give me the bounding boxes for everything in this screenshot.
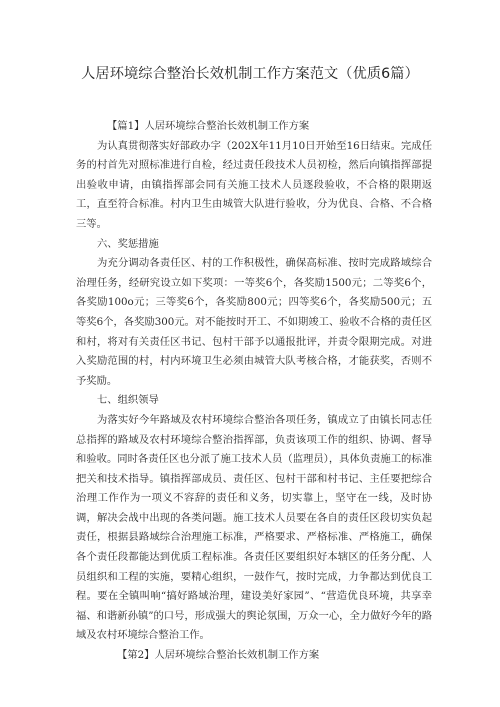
paragraph-leadership: 为落实好今年路域及农村环境综合整治各项任务，镇成立了由镇长同志任总指挥的路域及农村环境综合整治指挥部，负责该项工作的组织、协调、督导和验收。同时各责任区也分派了施工技术人员（监理员），具体负责施工的标准把关和技术指导。镇指挥部成员、责任区、包村干部和村书记、主任要把综合治理工作作为一项义不容辞的责任和义务，切实靠上，坚守在一线，及时协调，解决会战中出现的各类问题。施工技术人员要在各自的责任区段切实负起责任，根据县路域综合治理施工标准，严格要求、严格标准、严格施工，确保各个责任段都能达到优质工程标准。各责任区要组织好本辖区的任务分配、人员组织和工程的实施，要精心组织，一鼓作气，按时完成，力争都达到优良工程。要在全镇叫响“搞好路域治理，建设美好家园”、“营造优良环境，共享幸福、和谐新孙镇”的口号，形成强大的舆论氛围，万众一心，全力做好今年的路域及农村环境综合整治工作。 — [76, 413, 432, 642]
paragraph-rewards: 为充分调动各责任区、村的工作积极性，确保高标准、按时完成路域综合治理任务，经研究设立如下奖项：一等奖6个，各奖励1500元；二等奖6个，各奖励100o元；三等奖6个，各奖励800元；四等奖6个，各奖励500元；五等奖6个，各奖励300元。对不能按时开工、不如期竣工、验收不合格的责任区和村，将对有关责任区书记、包村干部予以通报批评，并责令限期完成。对进入奖励范围的村，村内环境卫生必须由城管大队考核合格，才能获奖，否则不予奖励。 — [76, 257, 432, 387]
document-title: 人居环境综合整治长效机制工作方案范文（优质6篇） — [81, 66, 419, 82]
document-body — [76, 117, 432, 666]
paragraph-schedule: 为认真贯彻落实好部政办字（202X年11月10日开始至16日结束。完成任务的村首先对照标准进行自检，经过责任段技术人员初检，然后向镇指挥部提出验收申请，由镇指挥部会同有关施工技术人员逐段验收，不合格的限期返工，直至符合标准。村内卫生由城管大队进行验收，分为优良、合格、不合格三等。 — [76, 139, 432, 230]
heading-leadership: 七、组织领导 — [97, 394, 159, 407]
section-heading-1: 【篇1】人居环境综合整治长效机制工作方案 — [107, 120, 310, 132]
section-heading-2: 【第2】人居环境综合整治长效机制工作方案 — [117, 649, 320, 662]
heading-rewards: 六、奖惩措施 — [97, 237, 159, 250]
